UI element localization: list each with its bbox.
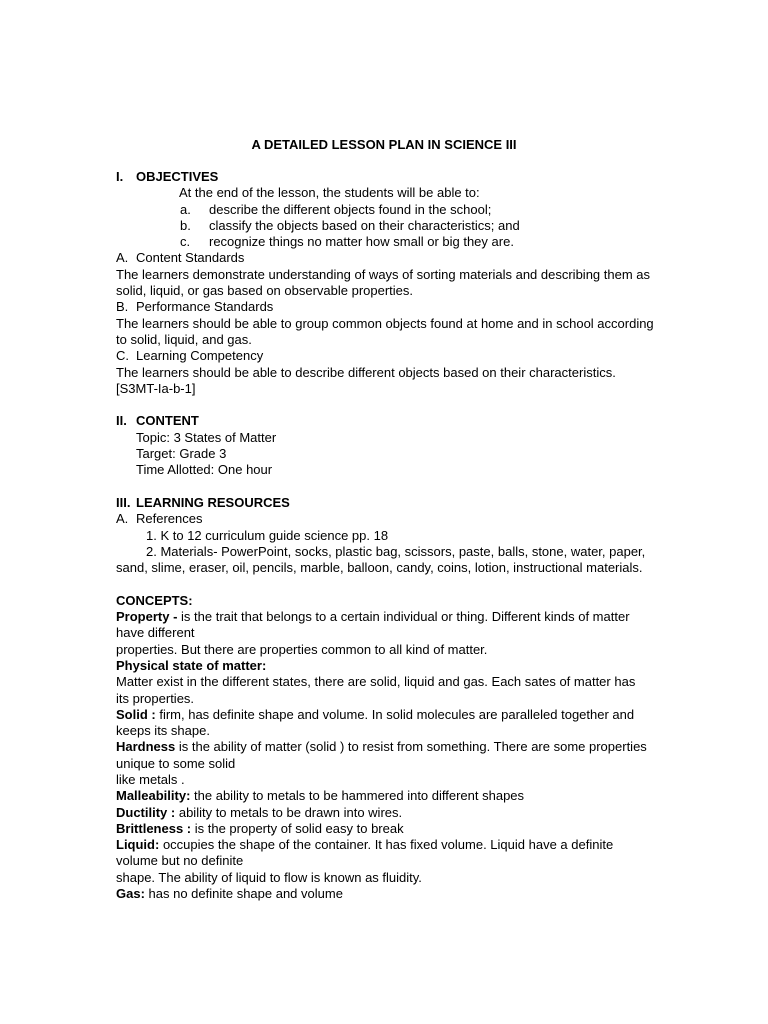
objective-item xyxy=(116,202,652,218)
concept-hardness-text: like metals . xyxy=(116,771,185,787)
concept-term: Gas: xyxy=(116,886,145,902)
objectives-intro: At the end of the lesson, the students will be able to: xyxy=(179,185,480,201)
content-target: Target: Grade 3 xyxy=(136,446,227,462)
objective-text: classify the objects based on their characteristics; and xyxy=(209,217,520,233)
section-number: II. xyxy=(116,413,127,429)
concept-solid xyxy=(116,707,652,723)
objective-marker: a. xyxy=(180,201,191,217)
section-title: CONTENT xyxy=(136,413,199,429)
objective-text: describe the different objects found in the school; xyxy=(209,201,492,217)
reference-item-continued: sand, slime, eraser, oil, pencils, marble, balloon, candy, coins, lotion, instructional materials. xyxy=(116,560,643,576)
subsection-title: Learning Competency xyxy=(136,348,264,364)
section-number: III. xyxy=(116,494,131,510)
concept-term: Liquid: xyxy=(116,837,160,853)
content-standards-text: The learners demonstrate understanding of ways of sorting materials and describing them as xyxy=(116,266,651,282)
subsection-title: References xyxy=(136,511,203,527)
concept-term: Malleability: xyxy=(116,788,191,804)
content-heading xyxy=(116,413,652,429)
concept-hardness-text: unique to some solid xyxy=(116,755,236,771)
references-label xyxy=(116,511,652,527)
concept-definition: is the trait that belongs to a certain individual or thing. Different kinds of matter xyxy=(177,609,630,625)
concept-property xyxy=(116,609,652,625)
reference-item: 2. Materials- PowerPoint, socks, plastic bag, scissors, paste, balls, stone, water, paper, xyxy=(146,543,646,559)
concept-definition: is the ability of matter (solid ) to resist from something. There are some properties xyxy=(175,739,647,755)
concept-liquid-text: volume but no definite xyxy=(116,853,244,869)
objective-marker: b. xyxy=(180,217,191,233)
document-title: A DETAILED LESSON PLAN IN SCIENCE III xyxy=(251,137,517,152)
concept-term: Hardness xyxy=(116,739,176,755)
concept-ductility xyxy=(116,805,652,821)
concept-definition: is the property of solid easy to break xyxy=(191,820,404,836)
concept-definition: the ability to metals to be hammered into different shapes xyxy=(190,788,525,804)
concept-term: Brittleness : xyxy=(116,820,192,836)
spacer xyxy=(116,576,652,592)
concept-term: Solid : xyxy=(116,706,156,722)
concept-term: Ductility : xyxy=(116,804,176,820)
objective-item xyxy=(116,234,652,250)
concept-liquid xyxy=(116,837,652,853)
concept-malleability xyxy=(116,788,652,804)
document-body xyxy=(116,169,652,902)
objective-marker: c. xyxy=(180,234,191,250)
objective-item xyxy=(116,218,652,234)
concepts-heading: CONCEPTS: xyxy=(116,592,193,608)
reference-item: 1. K to 12 curriculum guide science pp. 18 xyxy=(146,527,389,543)
content-standards-text: solid, liquid, or gas based on observable properties. xyxy=(116,283,414,299)
performance-standards-label xyxy=(116,299,652,315)
concept-gas xyxy=(116,886,652,902)
resources-heading xyxy=(116,495,652,511)
concept-brittleness xyxy=(116,821,652,837)
concept-definition: ability to metals to be drawn into wires. xyxy=(175,804,403,820)
section-title: LEARNING RESOURCES xyxy=(136,494,290,510)
concept-physical-state-term: Physical state of matter: xyxy=(116,657,267,673)
concept-physical-state-text: its properties. xyxy=(116,690,195,706)
concept-property-text: have different xyxy=(116,625,195,641)
objective-text: recognize things no matter how small or big they are. xyxy=(209,234,514,250)
concept-physical-state-text: Matter exist in the different states, there are solid, liquid and gas. Each sates of matter has xyxy=(116,674,636,690)
content-standards-label xyxy=(116,250,652,266)
subsection-marker: B. xyxy=(116,299,129,315)
content-topic: Topic: 3 States of Matter xyxy=(136,429,277,445)
subsection-marker: C. xyxy=(116,348,129,364)
subsection-marker: A. xyxy=(116,511,129,527)
spacer xyxy=(116,397,652,413)
concept-definition: firm, has definite shape and volume. In solid molecules are paralleled together and xyxy=(155,706,635,722)
subsection-title: Content Standards xyxy=(136,250,245,266)
concept-property-text: properties. But there are properties common to all kind of matter. xyxy=(116,641,488,657)
concept-definition: has no definite shape and volume xyxy=(144,886,343,902)
performance-standards-text: The learners should be able to group common objects found at home and in school according xyxy=(116,315,654,331)
concept-definition: occupies the shape of the container. It has fixed volume. Liquid have a definite xyxy=(159,837,614,853)
learning-competency-text: The learners should be able to describe different objects based on their characteristics. xyxy=(116,364,616,380)
concept-solid-text: keeps its shape. xyxy=(116,723,210,739)
concept-hardness xyxy=(116,739,652,755)
subsection-title: Performance Standards xyxy=(136,299,274,315)
performance-standards-text: to solid, liquid, and gas. xyxy=(116,331,252,347)
content-time: Time Allotted: One hour xyxy=(136,462,273,478)
concept-liquid-text: shape. The ability of liquid to flow is known as fluidity. xyxy=(116,869,422,885)
learning-competency-code: [S3MT-Ia-b-1] xyxy=(116,380,196,396)
section-number: I. xyxy=(116,169,124,184)
concept-term: Property - xyxy=(116,609,178,625)
learning-competency-label xyxy=(116,348,652,364)
objectives-heading xyxy=(116,169,652,185)
subsection-marker: A. xyxy=(116,250,129,266)
spacer xyxy=(116,479,652,495)
section-title: OBJECTIVES xyxy=(136,169,219,184)
